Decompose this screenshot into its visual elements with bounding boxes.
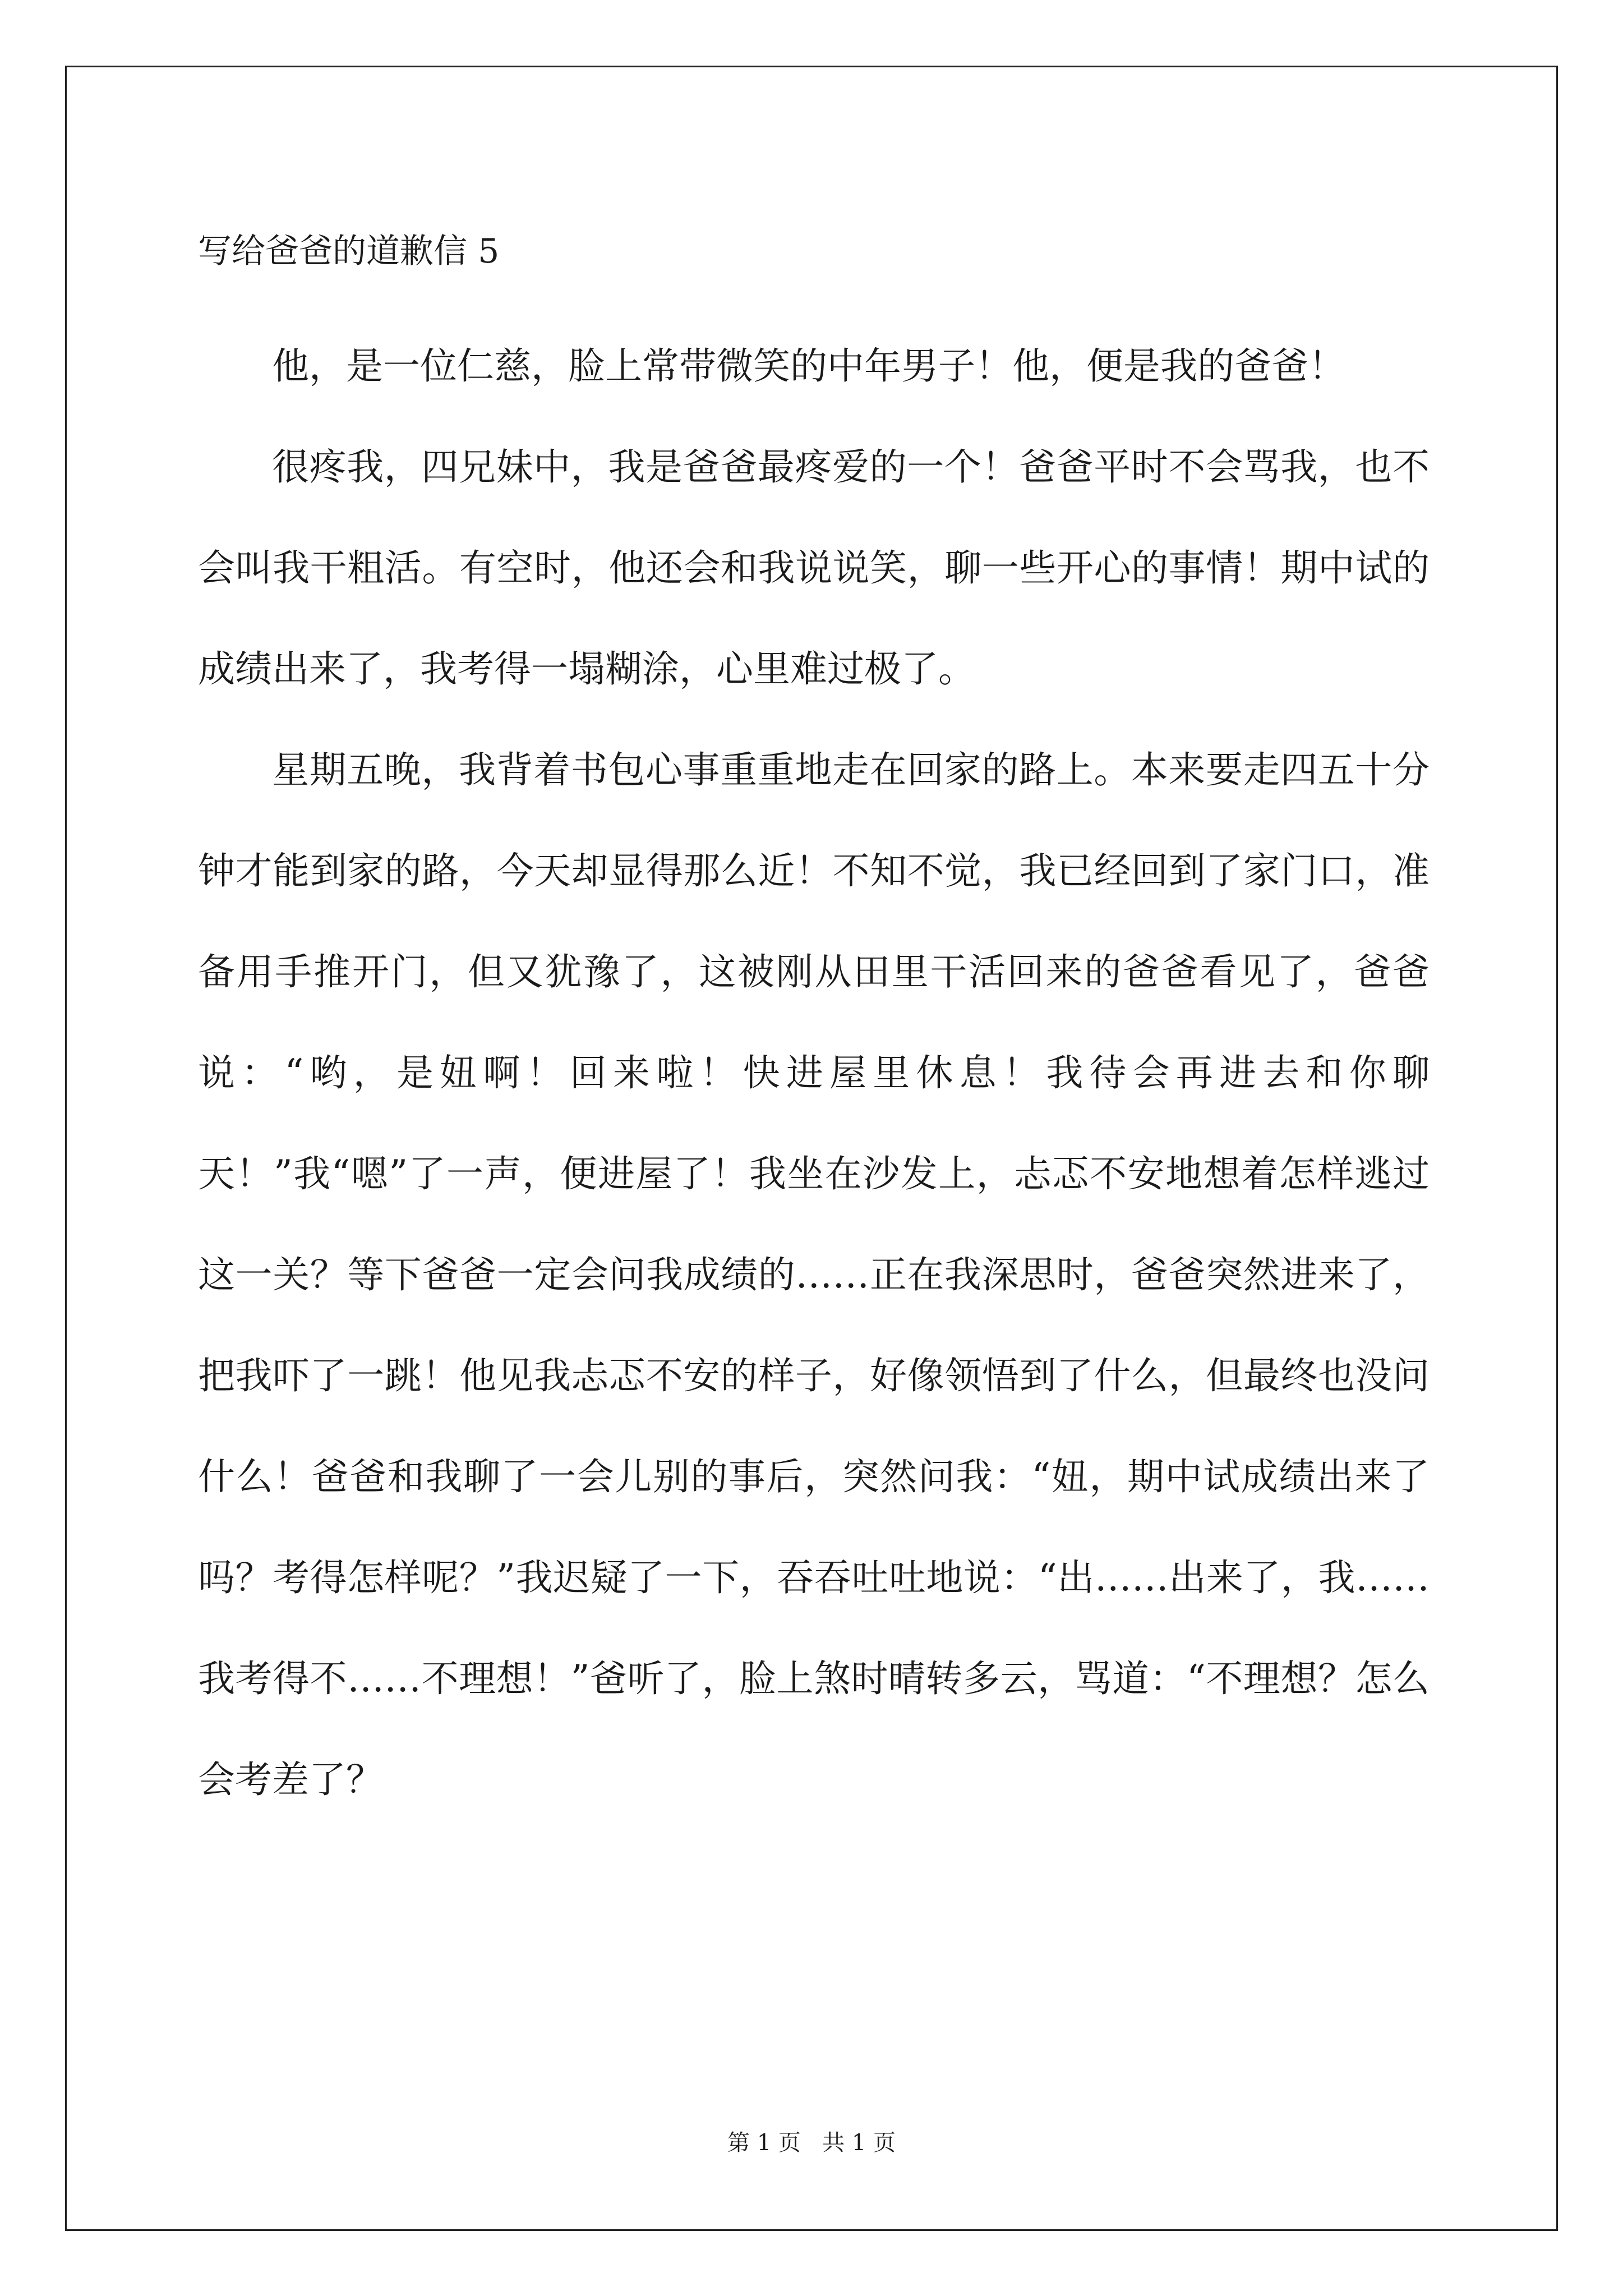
page-footer: 第 1 页 共 1 页 bbox=[727, 2130, 896, 2156]
document-body bbox=[198, 316, 1430, 1830]
paragraph-2: 很疼我，四兄妹中，我是爸爸最疼爱的一个！爸爸平时不会骂我，也不会叫我干粗活。有空时，他还会和我说说笑，聊一些开心的事情！期中试的成绩出来了，我考得一塌糊涂，心里难过极了。 bbox=[198, 445, 1430, 691]
paragraph-3: 星期五晚，我背着书包心事重重地走在回家的路上。本来要走四五十分钟才能到家的路，今天却显得那么近！不知不觉，我已经回到了家门口，准备用手推开门，但又犹豫了，这被刚从田里干活回来的爸爸看见了，爸爸说：“哟，是妞啊！回来啦！快进屋里休息！我待会再进去和你聊天！”我“嗯”了一声，便进屋了！我坐在沙发上，忐忑不安地想着怎样逃过这一关？等下爸爸一定会问我成绩的……正在我深思时，爸爸突然进来了，把我吓了一跳！他见我忐忑不安的样子，好像领悟到了什么，但最终也没问什么！爸爸和我聊了一会儿别的事后，突然问我：“妞，期中试成绩出来了吗？考得怎样呢？”我迟疑了一下，吞吞吐吐地说：“出……出来了，我……我考得不……不理想！”爸听了，脸上煞时晴转多云，骂道：“不理想？怎么会考差了？ bbox=[198, 748, 1430, 1801]
document-title: 写给爸爸的道歉信 5 bbox=[198, 232, 500, 271]
paragraph-1: 他，是一位仁慈，脸上常带微笑的中年男子！他，便是我的爸爸！ bbox=[272, 344, 1345, 388]
